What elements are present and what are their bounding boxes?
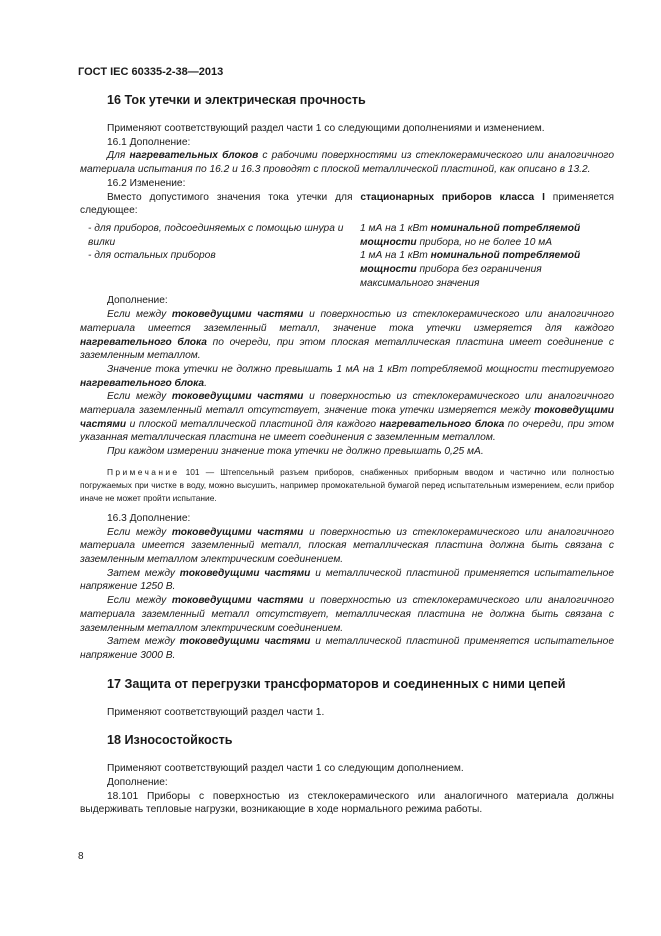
section-16-title: 16 Ток утечки и электрическая прочность xyxy=(107,93,366,107)
limits-row xyxy=(80,222,614,249)
paragraph: При каждом измерении значение тока утечки не должно превышать 0,25 мА. xyxy=(107,446,484,458)
paragraph: Если между токоведущими частями и поверхностью из стеклокерамического или аналогичного материала имеется заземленный металл, значение тока утечки измеряется для каждого нагревательного блока по очереди, при этом плоская металлическая пластина имеет соединение с заземленным металлом. xyxy=(80,309,615,362)
s16-2-label: 16.2 Изменение: xyxy=(107,177,186,189)
document-code: ГОСТ IEC 60335-2-38—2013 xyxy=(78,66,224,78)
section-18-title: 18 Износостойкость xyxy=(107,733,233,748)
s16-1-label: 16.1 Дополнение: xyxy=(107,136,191,148)
s16-1-text: Для нагревательных блоков с рабочими поверхностями из стеклокерамического или аналогичного материала испытания по 16.2 и 16.3 проводят с плоской металлической пластиной, как описано в 13.2. xyxy=(80,150,614,176)
s16-2-text: Вместо допустимого значения тока утечки для стационарных приборов класса I применяется следующее: xyxy=(80,191,614,217)
limits-row xyxy=(80,249,614,290)
paragraph: Если между токоведущими частями и поверхностью из стеклокерамического или аналогичного материала заземленный металл отсутствует, металлическая пластина не должна быть связана с заземленным металлом электрическим соединением. xyxy=(80,595,615,634)
leakage-limits-table xyxy=(80,222,614,291)
section-17-title: 17 Защита от перегрузки трансформаторов и соединенных с ними цепей xyxy=(107,676,566,691)
paragraph: Затем между токоведущими частями и металлической пластиной применяется испытательное напряжение 3000 В. xyxy=(80,636,614,661)
paragraph: Если между токоведущими частями и поверхностью из стеклокерамического или аналогичного материала имеется заземленный металл, плоская металлическая пластина должна быть связана с заземленным металлом электрическим соединением. xyxy=(80,526,615,565)
paragraph: Если между токоведущими частями и поверхностью из стеклокерамического или аналогичного материала заземленный металл отсутствует, значение тока утечки измеряется между токоведущими частями и плоской металлической пластиной для каждого нагревательного блока по очереди, при этом указанная металлическая пластина не имеет соединения с заземленным металлом. xyxy=(80,391,615,444)
s18-101-text: 18.101 Приборы с поверхностью из стеклокерамического или аналогичного материала должны выдерживать тепловые нагрузки, возникающие в ходе нормального режима работы. xyxy=(80,790,614,816)
paragraph: Затем между токоведущими частями и металлической пластиной применяется испытательное напряжение 1250 В. xyxy=(80,567,614,593)
limits-row-value: 1 мА на 1 кВт номинальной потребляемой мощности прибора без ограничения максимального значения xyxy=(360,250,581,289)
paragraph: Значение тока утечки не должно превышать 1 мА на 1 кВт потребляемой мощности тестируемого нагревательного блока. xyxy=(80,363,614,389)
note-101: Примечание 101 — Штепсельный разъем приборов, снабженных приборным вводом и частично или полностью погружаемых при чистке в воду, можно высушить, например промокательной бумагой перед испытательным измерением, если прибор иначе не может пройти испытание. xyxy=(80,466,614,503)
page-content xyxy=(80,93,614,817)
limits-row-condition: - для остальных приборов xyxy=(88,250,216,262)
s18-addition-label: Дополнение: xyxy=(107,777,168,789)
s16-3-label: 16.3 Дополнение: xyxy=(107,512,191,524)
s17-text: Применяют соответствующий раздел части 1. xyxy=(107,706,325,718)
s16-intro: Применяют соответствующий раздел части 1 со следующими дополнениями и изменением. xyxy=(107,123,545,134)
limits-row-value: 1 мА на 1 кВт номинальной потребляемой мощности прибора, но не более 10 мА xyxy=(360,222,581,248)
s18-intro: Применяют соответствующий раздел части 1 со следующим дополнением. xyxy=(107,763,464,775)
addition-label: Дополнение: xyxy=(107,295,168,307)
limits-row-condition: - для приборов, подсоединяемых с помощью шнура и вилки xyxy=(88,222,344,248)
page-number: 8 xyxy=(78,851,84,862)
